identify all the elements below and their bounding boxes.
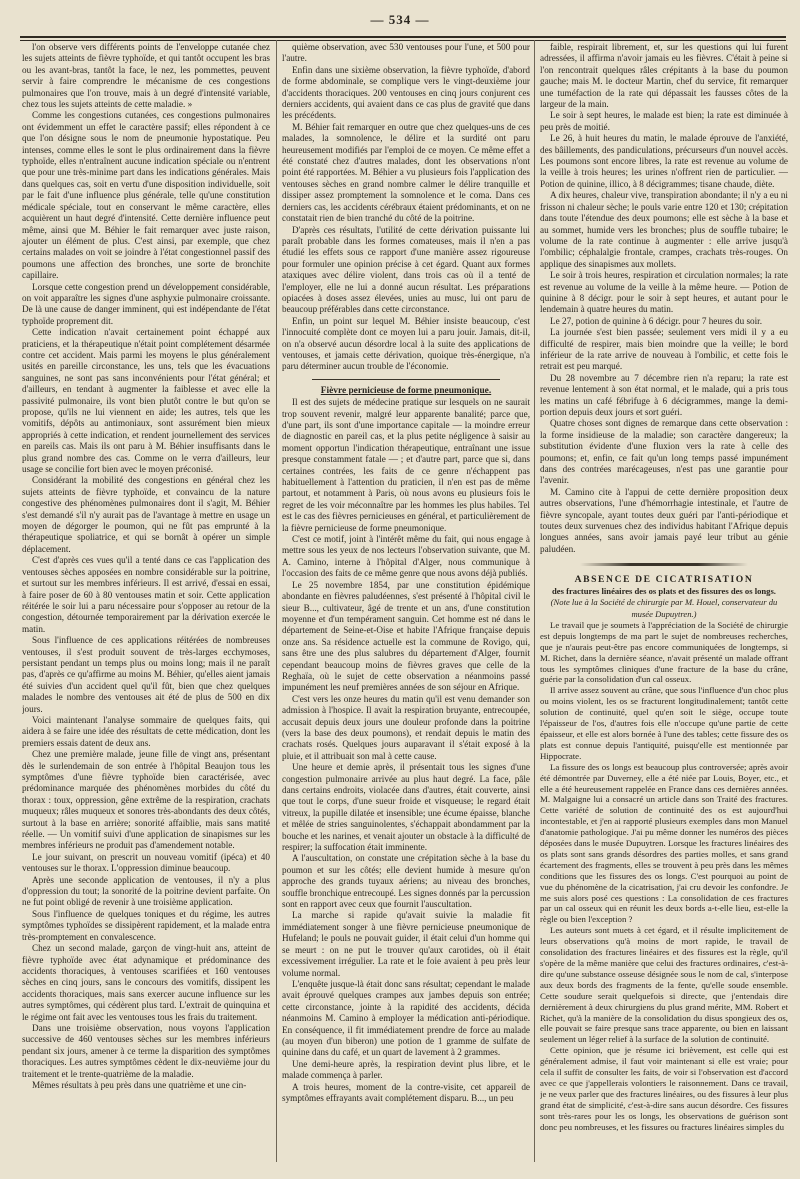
- paragraph: C'est vers les onze heures du matin qu'il est venu demander son admission à l'hospice. Il avait la respiration bruyante, entrecoupée, accusait depuis deux jours une douleur profonde dans la poitrine (vers la base des deux poumons), et rendait depuis le matin des crachats rosés. Quelques jours auparavant il s'était exposé à la pluie, et il attribuait son mal à cette cause.: [282, 693, 530, 761]
- paragraph: La marche si rapide qu'avait suivie la maladie fit immédiatement songer à une fièvre pernicieuse pneumonique de Hufeland; le pouls ne pouvait guider, il était celui d'un homme qui se meurt : on ne put le trouver qu'aux carotides, où il était excessivement irrégulier. La rate et le foie avaient à peu près leur volume normal.: [282, 910, 530, 978]
- paragraph: L'enquête jusque-là était donc sans résultat; cependant le malade avait éprouvé quelques crampes aux jambes depuis son entrée; cette circonstance, jointe à la rapidité des accidents, décida néanmoins M. Camino à employer la médication anti-périodique. En conséquence, il fit immédiatement prendre de force au malade (au moyen d'un biberon) une potion de 1 gramme de sulfate de quinine dans du café, et un quart de lavement à 2 grammes.: [282, 978, 530, 1058]
- paragraph: Considérant la mobilité des congestions en général chez les sujets atteints de fièvre typhoïde, et convaincu de la nature congestive des phénomènes pulmonaires dont il s'agit, M. Béhier s'est demandé s'il n'y aurait pas de l'avantage à mettre en usage un moyen de dégorger le poumon, qui ne fût pas emprunté à la thérapeutique spoliatrice, et qui se bornât à opérer un simple déplacement.: [22, 475, 270, 554]
- paragraph: C'est ce motif, joint à l'intérêt même du fait, qui nous engage à mettre sous les yeux de nos lecteurs l'observation suivante, que M. A. Camino, interne à l'hôpital d'Alger, nous communique à l'occasion des faits de ce même genre que nous avons déjà publiés.: [282, 534, 530, 579]
- paragraph: Chez un second malade, garçon de vingt-huit ans, atteint de fièvre typhoïde avec état adynamique et prédominance des accidents thoraciques, à ventouses scarifiées et 160 ventouses sèches en cinq jours, sans le concours des vomitifs, dissipent les accidents thoraciques, mais sans exercer aucune influence sur les autres symptômes, qui cédèrent plus tard. L'extrait de quinquina et le régime ont fait avec les ventouses tous les frais du traitement.: [22, 943, 270, 1022]
- paragraph: Sous l'influence de ces applications réitérées de nombreuses ventouses, il s'est produit souvent de très-larges ecchymoses, persistant pendant un temps plus ou moins long; mais il ne paraît pas, d'après ce qu'affirme au moins M. Béhier, qu'elles aient jamais été suivies d'un accident quel qu'il fût, bien que chez quelques malades le nombre des ventouses ait été de plus de 500 en dix jours.: [22, 635, 270, 714]
- paragraph: Il est des sujets de médecine pratique sur lesquels on ne saurait trop souvent revenir, malgré leur apparente banalité; parce que, d'une part, ils sont d'une importance capitale — la moindre erreur de diagnostic en pareil cas, et la plus petite négligence à saisir au moment opportun l'indication thérapeutique, entraînant une issue presque constamment fatale — ; et d'autre part, parce que si, dans certaines contrées, les faits de ce genre n'échappent pas habituellement à l'attention du praticien, il n'en est pas de même partout, et notamment à Paris, où nous avons eu plusieurs fois le regret de les voir méconnaître par les hommes les plus habiles. Tel est le cas des fièvres pernicieuses en général, et particulièrement de la fièvre pernicieuse de forme pneumonique.: [282, 397, 530, 533]
- paragraph: Le 25 novembre 1854, par une constitution épidémique abondante en fièvres paludéennes, s'est présenté à l'hôpital civil le sieur B..., cultivateur, âgé de trente et un ans, d'une constitution moyenne et d'un tempérament sanguin. Cet homme est né dans le département de Seine-et-Oise et habite l'Afrique française depuis onze ans. Sa résidence actuelle est la commune de Rovigo, qui, sans être une des plus salubres du département d'Alger, fournit cependant beaucoup moins de fièvres graves que celle de la Reghaïa, où le sujet de cette observation a néanmoins passé impunément les neuf premières années de son séjour en Afrique.: [282, 579, 530, 693]
- paragraph: La fissure des os longs est beaucoup plus controversée; après avoir été démontrée par Duverney, elle a été niée par Louis, Boyer, etc., et elle a été heureusement rappelée en France dans ces dernières années. M. Malgaigne lui a consacré un article dans son Traité des fractures. Cette variété de solution de continuité des os est aujourd'hui incontestable, et j'en ai rapporté plusieurs exemples dans mon Manuel d'anatomie pathologique. J'ai pu même donner les numéros des pièces déposées dans le musée Dupuytren. Lorsque les fractures linéaires des os plats sont sans grands désordres des parties molles, et sans grand écartement des fragments, elles se trouvent à peu près dans les mêmes conditions que les fissures des os longs. C'est pourquoi au point de vue du phénomène de la cicatrisation, j'ai cru devoir les confondre. Je me suis alors posé ces questions : La consolidation de ces fractures par un cal osseux qui en réunit les deux bords a-t-elle lieu, est-elle la règle ou bien l'exception ?: [540, 761, 788, 925]
- page-number: — 534 —: [370, 12, 430, 27]
- paragraph: quième observation, avec 530 ventouses pour l'une, et 500 pour l'autre.: [282, 42, 530, 64]
- page-header: [0, 12, 800, 34]
- paragraph: M. Camino cite à l'appui de cette dernière proposition deux autres observations, l'une d'hémorrhagie intestinale, et l'autre de fièvre syncopale, ayant toutes deux guéri par l'anti-périodique et toutes deux survenues chez des individus habitant l'Afrique depuis longues années, sans avoir jamais payé leur tribut au génie paludéen.: [540, 486, 788, 554]
- paragraph: Le 26, à huit heures du matin, le malade éprouve de l'anxiété, des bâillements, des pandiculations, précurseurs d'un nouvel accès. Les poumons sont encore libres, la rate est revenue au volume de la veille à trois heures; les urines n'offrent rien de particulier. — Potion de quinine, illico, à 8 décigrammes; tisane chaude, diète.: [540, 133, 788, 189]
- paragraph: Une heure et demie après, il présentait tous les signes d'une congestion pulmonaire arrivée au plus haut degré. La face, pâle dans certains endroits, violacée dans d'autres, était couverte, ainsi que tout le corps, d'une sueur froide et visqueuse; le regard était vitreux, la pupille dilatée et insensible; une écume épaisse, blanche et mêlée de stries sanguinolentes, s'échappait abondamment par la bouche et les narines, et venait ajouter un obstacle à la difficulté de respirer; la suffocation était imminente.: [282, 762, 530, 853]
- article-subtitle: des fractures linéaires des os plats et des fissures des os longs.: [552, 585, 776, 596]
- paragraph: Cette indication n'avait certainement point échappé aux praticiens, et la thérapeutique n'était point complétement désarmée contre cet accident. Mais parmi les moyens le plus généralement usités en pareille circonstance, les uns, tels que les évacuations sanguines, ne sont pas sans inconvénients pour l'état général; et d'ailleurs, en tendant à augmenter la faiblesse et avec elle la passivité pulmonaire, ils vont bien plutôt contre le but qu'on se propose, qu'ils ne lui viennent en aide; les autres, tels que les vomitifs, dépôts au antimoniaux, sont assurément bien mieux appropriés à cette indication, et rendent journellement des services en pareils cas. Mais ils ont paru à M. Béhier insuffisants dans le plus grand nombre des cas. Comme on le verra d'ailleurs, leur usage se concilie fort bien avec le moyen préconisé.: [22, 327, 270, 475]
- paragraph: Enfin, un point sur lequel M. Béhier insiste beaucoup, c'est l'innocuité complète dont ce moyen lui a paru jouir. Jamais, dit-il, on n'a observé aucun désordre local à la suite des applications de ventouses, et jamais cette dérivation, quoique très-énergique, n'a paru déterminer aucun trouble de l'économie.: [282, 315, 530, 372]
- column-divider: [276, 40, 277, 1162]
- paragraph: Les auteurs sont muets à cet égard, et il résulte implicitement de leurs observations qu'à moins de mort rapide, le travail de consolidation des fractures linéaires et des fissures est la règle, qu'il s'opère de la même manière que celui des fractures ordinaires, c'est-à-dire qu'une substance osseuse désignée sous le nom de cal, s'interpose aux deux bords des fragments de la fente, qu'elle soude ensemble. Cette soudure serait quelquefois si directe, que j'entendais dire dernièrement à deux chirurgiens du plus grand mérite, MM. Robert et Richet, qu'à la manière de la consolidation du disus spongieux des os, elle pouvait se faire presque sans trace apparente, ou bien en laissant seulement un léger relief à la surface de la solution de continuité.: [540, 925, 788, 1045]
- paragraph: Le 27, potion de quinine à 6 décigr. pour 7 heures du soir.: [550, 315, 763, 326]
- paragraph: Lorsque cette congestion prend un développement considérable, on voit apparaître les signes d'une asphyxie pulmonaire croissante. De là une cause de danger imminent, qui est indépendante de l'état typhoïde proprement dit.: [22, 281, 270, 326]
- paragraph: Enfin dans une sixième observation, la fièvre typhoïde, d'abord de forme abdominale, se complique vers le vingt-deuxième jour d'accidents thoraciques. 200 ventouses en cinq jours conjurent ces derniers accidents, qui avaient dans ce cas plus de gravité que dans les précédents.: [282, 64, 530, 121]
- paragraph: La journée s'est bien passée; seulement vers midi il y a eu difficulté de respirer, mais bien moindre que la veille; le bord inférieur de la rate arrive de nouveau à l'ombilic, et cette fois le retrait est peu marqué.: [540, 327, 788, 372]
- paragraph: Du 28 novembre au 7 décembre rien n'a reparu; la rate est revenue lentement à son état normal, et le malade, qui a pris tous les matins un café fébrifuge à 6 décigrammes, mange la demi-portion depuis deux jours et sort guéri.: [540, 372, 788, 417]
- paragraph: A l'auscultation, on constate une crépitation sèche à la base du poumon et sur les côtés; elle devient humide à mesure qu'on approche des grands tuyaux aériens; au niveau des bronches, souffle bronchique entrecoupé. Les signes donnés par la percussion sont en rapport avec ceux que fournit l'auscultation.: [282, 853, 530, 910]
- paragraph: Quatre choses sont dignes de remarque dans cette observation : la forme insidieuse de la maladie; son caractère dangereux; la substitution évidente d'une fluxion vers la rate à celle des poumons; et, enfin, ce fait qu'un long temps passé impunément dans des contrées marécageuses, n'est pas une garantie pour l'avenir.: [540, 418, 788, 486]
- paragraph: Après une seconde application de ventouses, il n'y a plus d'oppression du tout; la sonorité de la poitrine devient parfaite. On ne fut point obligé de revenir à une troisième application.: [22, 874, 270, 908]
- paragraph: Une demi-heure après, la respiration devint plus libre, et le malade commença à parler.: [282, 1058, 530, 1081]
- column-divider: [534, 40, 535, 1162]
- section-separator: [312, 379, 500, 380]
- paragraph: Le jour suivant, on prescrit un nouveau vomitif (ipéca) et 40 ventouses sur le thorax. L'oppression diminue beaucoup.: [22, 851, 270, 874]
- section-separator: [580, 563, 748, 566]
- header-rule: [20, 36, 786, 38]
- column-1: [22, 42, 270, 1162]
- article-title: ABSENCE DE CICATRISATION: [574, 574, 754, 586]
- paragraph: Mêmes résultats à peu près dans une quatrième et une cin-: [32, 1079, 247, 1090]
- header-rule-thin: [20, 40, 786, 41]
- paragraph: C'est d'après ces vues qu'il a tenté dans ce cas l'application des ventouses sèches apposées en nombre considérable sur la poitrine, et surtout sur les membres inférieurs. Il est arrivé, d'essai en essai, à faire poser de 60 à 80 ventouses matin et soir. Cette application réitérée le soir lui a paru nécessaire pour s'opposer au retour de la congestion, détournée temporairement par la dérivation exercée le matin.: [22, 555, 270, 634]
- paragraph: Chez une première malade, jeune fille de vingt ans, présentant dès le surlendemain de son entrée à l'hôpital Beaujon tous les symptômes d'une fièvre typhoïde bien caractérisée, avec prédominance marquée des phénomènes morbides du côté du thorax : toux, oppression, gêne extrême de la respiration, crachats muqueux; râles muqueux et sonores très-abondants des deux côtés, surtout à la base en arrière; sonorité affaiblie, mais sans matité réelle. — Un vomitif suivi d'une application de sinapismes sur les membres inférieurs ne produit pas d'amendement notable.: [22, 749, 270, 851]
- paragraph: faible, respirait librement, et, sur les questions qui lui furent adressées, il affirma n'avoir jamais eu les fièvres. C'était à peine si l'on rencontrait quelques râles crépitants à la base du poumon gauche; mais M. le docteur Martin, chef du service, fit remarquer une tuméfaction de la rate qui dépassait les fausses côtes de la largeur de la main.: [540, 42, 788, 110]
- paragraph: M. Béhier fait remarquer en outre que chez quelques-uns de ces malades, la somnolence, le délire et la surdité ont paru heureusement modifiés par l'emploi de ce moyen. Ce même effet a été constaté chez d'autres malades, dont les observations n'ont point été rapportées. M. Béhier a vu plusieurs fois l'application des ventouses sèches en grand nombre calmer le délire tranquille et dissiper assez promptement la somnolence et le coma. Dans ces derniers cas, les accidents cérébraux étaient prédominants, et on ne constatait rien de bien tranché du côté de la poitrine.: [282, 121, 530, 224]
- paragraph: l'on observe vers différents points de l'enveloppe cutanée chez les sujets atteints de fièvre typhoïde, et qui tantôt occupent les bras ou les avant-bras, tantôt la face, le nez, les pommettes, peuvent servir à faire comprendre le mécanisme de ces congestions pulmonaires que l'on trouve, mais à un degré d'intensité variable, chez tous les sujets atteints de cette maladie. »: [22, 42, 270, 110]
- paragraph: Dans une troisième observation, nous voyons l'application successive de 460 ventouses sèches sur les membres inférieurs pendant six jours, amener à ce terme la disparition des symptômes thoraciques. Les autres symptômes cèdent le dix-neuvième jour du traitement et le trente-quatrième de la maladie.: [22, 1022, 270, 1079]
- paragraph: Voici maintenant l'analyse sommaire de quelques faits, qui aidera à se faire une idée des résultats de cette médication, dont les premiers essais datent de deux ans.: [22, 714, 270, 748]
- article-body: [540, 620, 788, 1133]
- paragraph: A dix heures, chaleur vive, transpiration abondante; il n'y a eu ni frisson ni chaleur sèche; le pouls varie entre 120 et 130; crépitation dans toute l'étendue des deux poumons; elle est sèche à la base et au sommet, humide vers les bronches; plus de souffle tubaire; le volume de la rate continue à augmenter : elle arrive jusqu'à l'ombilic; céphalalgie frontale, crampes, crachats très-rouges. On applique des sinapismes aux mollets.: [540, 190, 788, 269]
- column-2: [282, 42, 530, 1162]
- paragraph: Il arrive assez souvent au crâne, que sous l'influence d'un choc plus ou moins violent, les os se fracturent longitudinalement; tantôt cette solution de continuité, quel qu'en soit le siège, occupe toute l'épaisseur de l'os, d'autres fois elle n'occupe qu'une partie de cette épaisseur, et elle est alors bornée à l'une des tables; cette fissure des os plats est connue depuis l'antiquité, puisqu'elle est mentionnée par Hippocrate.: [540, 685, 788, 761]
- paragraph: Sous l'influence de quelques toniques et du régime, les autres symptômes typhoïdes se dissipèrent rapidement, et la malade entra très-promptement en convalescence.: [22, 908, 270, 942]
- paragraph: Comme les congestions cutanées, ces congestions pulmonaires ont évidemment un effet le caractère passif; elles répondent à ce que l'on désigne sous le nom de pneumonie hypostatique. Peu intenses, comme elles le sont le plus ordinairement dans la fièvre typhoïde, elles n'entraînent aucune indication spéciale ou n'entrent que pour une très-minime part dans les indications générales. Mais dans quelques cas, soit en vertu d'une disposition individuelle, soit par le fait d'une influence plus générale, telle qu'une constitution médicale spéciale, tout en conservant le même caractère, elles acquièrent un haut degré d'intensité. Cette dernière influence peut même, ainsi que M. Béhier le fait remarquer avec juste raison, ajouter un élément de plus. C'est ainsi, par exemple, que chez certains malades on voit se joindre à l'état congestionnel passif des poumons une affection des bronches, une sorte de bronchite capillaire.: [22, 110, 270, 281]
- paragraph: Cette opinion, que je résume ici brièvement, est celle qui est généralement admise, il faut voir maintenant si elle est vraie; pour cela il suffit de consulter les faits, de voir si l'observation est d'accord avec ce que j'appellerais volontiers le raisonnement. Dans ce travail, je ne veux parler que des fractures linéaires, ou des fissures à leur plus grand état de simplicité, c'est-à-dire sans aucun désordre. Ces fissures sont très-rares pour les os longs, les observations de guérison sont donc peu nombreuses, et les fissures ou fractures linéaires simples du: [540, 1045, 788, 1132]
- section-title: Fièvre pernicieuse de forme pneumonique.: [320, 385, 492, 396]
- paragraph: D'après ces résultats, l'utilité de cette dérivation puissante lui paraît probable dans les formes comateuses, mais il n'en a pas étudié les effets sous ce rapport d'une manière assez rigoureuse pour formuler une opinion précise à cet égard. Quant aux formes ataxiques avec délire violent, dans trois cas où il a tenté de l'employer, elle ne lui a donné aucun résultat. Les préparations opiacées à doses assez élevées, unies au musc, lui ont paru de beaucoup préférables dans cette circonstance.: [282, 224, 530, 315]
- article-note: (Note lue à la Société de chirurgie par M. Houel, conservateur du musée Dupuytren.): [550, 597, 778, 619]
- paragraph: A trois heures, moment de la contre-visite, cet appareil de symptômes effrayants avait complétement disparu. B..., un peu: [282, 1081, 530, 1103]
- paragraph: Le soir à sept heures, le malade est bien; la rate est diminuée à peu près de moitié.: [540, 110, 788, 132]
- paragraph: Le soir à trois heures, respiration et circulation normales; la rate est revenue au volume de la veille à la même heure. — Potion de quinine à 8 décigr. pour le soir à sept heures, et autant pour le lendemain à quatre heures du matin.: [540, 270, 788, 315]
- paragraph: Le travail que je soumets à l'appréciation de la Société de chirurgie est depuis longtemps de ma part le sujet de nombreuses recherches, que je n'aurais peut-être pas encore communiquées de longtemps, si M. Richet, dans la dernière séance, n'avait présenté un malade offrant tous les symptômes cliniques d'une fracture de la base du crâne, guérie par la consolidation d'un cal osseux.: [540, 619, 788, 685]
- column-3: [540, 42, 788, 1162]
